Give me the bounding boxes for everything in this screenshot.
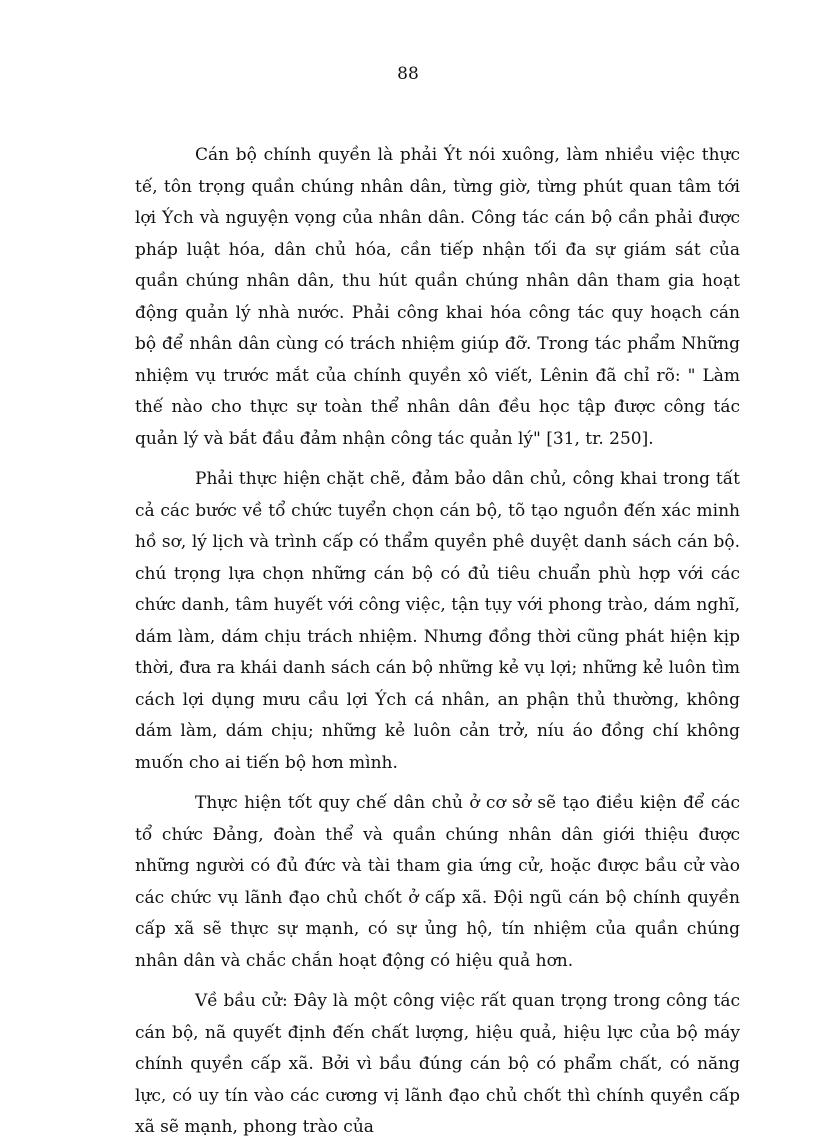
- paragraph-1: Cán bộ chính quyền là phải Ýt nói xuông, làm nhiều việc thực tế, tôn trọng quần chúng nhân dân, từng giờ, từng phút quan tâm tới lợi Ých và nguyện vọng của nhân dân. Công tác cán bộ cần phải được pháp luật hóa, dân chủ hóa, cần tiếp nhận tối đa sự giám sát của quần chúng nhân dân, thu hút quần chúng nhân dân tham gia hoạt động quản lý nhà nước. Phải công khai hóa công tác quy hoạch cán bộ để nhân dân cùng có trách nhiệm giúp đỡ. Trong tác phẩm Những nhiệm vụ trước mắt của chính quyền xô viết, Lênin đã chỉ rõ: " Làm thế nào cho thực sự toàn thể nhân dân đều học tập được công tác quản lý và bắt đầu đảm nhận công tác quản lý" [31, tr. 250].: [135, 145, 740, 449]
- page-number: 88: [397, 64, 419, 84]
- body-text: [135, 140, 740, 1144]
- paragraph-2: Phải thực hiện chặt chẽ, đảm bảo dân chủ, công khai trong tất cả các bước về tổ chức tuyển chọn cán bộ, tõ tạo nguồn đến xác minh hồ sơ, lý lịch và trình cấp có thẩm quyền phê duyệt danh sách cán bộ. chú trọng lựa chọn những cán bộ có đủ tiêu chuẩn phù hợp với các chức danh, tâm huyết với công việc, tận tụy với phong trào, dám nghĩ, dám làm, dám chịu trách nhiệm. Nhưng đồng thời cũng phát hiện kịp thời, đưa ra khái danh sách cán bộ những kẻ vụ lợi; những kẻ luôn tìm cách lợi dụng mưu cầu lợi Ých cá nhân, an phận thủ thường, không dám làm, dám chịu; những kẻ luôn cản trở, níu áo đồng chí không muốn cho ai tiến bộ hơn mình.: [135, 469, 740, 773]
- paragraph-3: Thực hiện tốt quy chế dân chủ ở cơ sở sẽ tạo điều kiện để các tổ chức Đảng, đoàn thể và quần chúng nhân dân giới thiệu được những người có đủ đức và tài tham gia ứng cử, hoặc được bầu cử vào các chức vụ lãnh đạo chủ chốt ở cấp xã. Đội ngũ cán bộ chính quyền cấp xã sẽ thực sự mạnh, có sự ủng hộ, tín nhiệm của quần chúng nhân dân và chắc chắn hoạt động có hiệu quả hơn.: [135, 793, 740, 971]
- paragraph-4: Về bầu cử: Đây là một công việc rất quan trọng trong công tác cán bộ, nã quyết định đến chất lượng, hiệu quả, hiệu lực của bộ máy chính quyền cấp xã. Bởi vì bầu đúng cán bộ có phẩm chất, có năng lực, có uy tín vào các cương vị lãnh đạo chủ chốt thì chính quyền cấp xã sẽ mạnh, phong trào của: [135, 991, 740, 1137]
